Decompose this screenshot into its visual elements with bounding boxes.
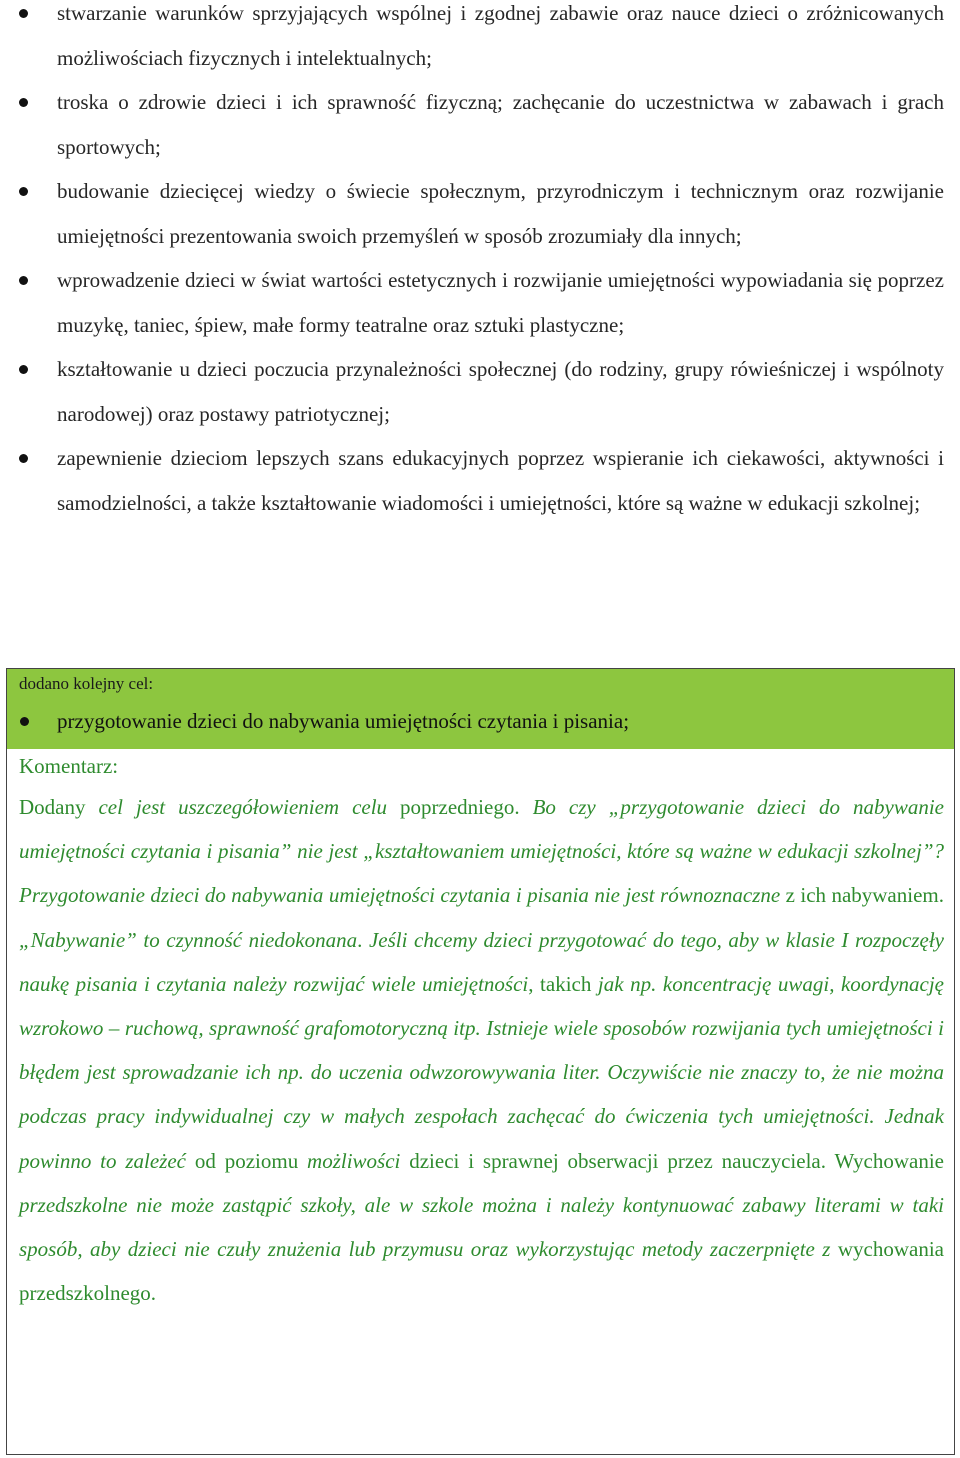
comment-segment: od poziomu xyxy=(194,1148,308,1173)
comment-segment: „Nabywanie” to czynność niedokonana xyxy=(19,927,358,952)
comment-segment: Wychowanie xyxy=(834,1148,944,1173)
comment-box xyxy=(6,668,955,1455)
bullet-icon xyxy=(19,365,28,374)
list-item-text: troska o zdrowie dzieci i ich sprawność fizyczną; zachęcanie do uczestnictwa w zabawach i grach sportowych; xyxy=(57,90,944,159)
comment-segment: Bo czy „przygotowanie dzieci do nabywanie umiejętności czytania i pisania” nie jest „kształtowaniem umiejętności, które są ważne w edukacji szkolnej”? Przygotowanie dzieci do nabywania umiejętności czytania i pisania nie jest równoznaczne xyxy=(19,795,944,908)
list-item xyxy=(0,169,960,258)
comment-segment: przedszkolne nie może zastąpić szkoły, ale w szkole można i należy kontynuować zabawy literami w taki sposób, aby dzieci nie czuły znużenia lub przymusu oraz wykorzystując metody zaczerpnięte z xyxy=(19,1192,944,1262)
list-item-text: budowanie dziecięcej wiedzy o świecie społecznym, przyrodniczym i technicznym oraz rozwijanie umiejętności prezentowania swoich przemyśleń w sposób zrozumiały dla innych; xyxy=(57,179,944,248)
list-item xyxy=(0,80,960,169)
comment-segment: . xyxy=(357,927,369,952)
list-item-text: stwarzanie warunków sprzyjających wspólnej i zgodnej zabawie oraz nauce dzieci o zróżnicowanych możliwościach fizycznych i intelektualnych; xyxy=(57,1,944,70)
comment-segment: dzieci i sprawnej obserwacji przez nauczyciela. xyxy=(409,1148,835,1173)
list-item-text: zapewnienie dzieciom lepszych szans edukacyjnych poprzez wspieranie ich ciekawości, aktywności i samodzielności, a także kształtowanie wiadomości i umiejętności, które są ważne w edukacji szkolnej; xyxy=(57,446,944,515)
added-goal-highlight xyxy=(7,669,954,749)
comment-segment: z ich nabywaniem. xyxy=(785,883,944,908)
comment-segment: wychowania przedszkolnego. xyxy=(19,1237,944,1306)
list-item-text: wprowadzenie dzieci w świat wartości estetycznych i rozwijanie umiejętności wypowiadania się poprzez muzykę, taniec, śpiew, małe formy teatralne oraz sztuki plastyczne; xyxy=(57,268,944,337)
list-item-text: kształtowanie u dzieci poczucia przynależności społecznej (do rodziny, grupy rówieśniczej i wspólnoty narodowej) oraz postawy patriotycznej; xyxy=(57,357,944,426)
bullet-icon xyxy=(20,717,29,726)
added-goal-label: dodano kolejny cel: xyxy=(19,674,154,693)
list-item xyxy=(0,0,960,80)
list-item xyxy=(0,347,960,436)
comment-segment: możliwości xyxy=(307,1148,410,1173)
comment-body xyxy=(19,785,944,1315)
comment-segment: poprzedniego. xyxy=(400,795,533,819)
comment-segment: Dodany xyxy=(19,795,99,819)
bullet-icon xyxy=(19,187,28,196)
list-item xyxy=(0,258,960,347)
goals-list xyxy=(0,0,960,525)
bullet-icon xyxy=(19,454,28,463)
added-goal-text: przygotowanie dzieci do nabywania umiejętności czytania i pisania; xyxy=(57,709,630,733)
bullet-icon xyxy=(19,98,28,107)
bullet-icon xyxy=(19,9,28,18)
comment-segment: cel jest uszczegółowieniem celu xyxy=(98,795,401,819)
comment-segment: Jeśli chcemy dzieci przygotować do tego, aby w klasie I rozpoczęły naukę pisania i czytania należy rozwijać wiele umiejętności xyxy=(19,927,944,996)
bullet-icon xyxy=(19,276,28,285)
comment-heading: Komentarz: xyxy=(19,754,119,778)
list-item xyxy=(0,436,960,525)
comment-segment: , takich xyxy=(528,971,598,996)
comment-segment: jak np. koncentrację uwagi, koordynację wzrokowo – ruchową, sprawność grafomotoryczną itp. Istnieje wiele sposobów rozwijania tych umiejętności i błędem jest sprowadzanie ich np. do uczenia odwzorowywania liter. Oczywiście nie znaczy to, że nie można podczas pracy indywidualnej czy w małych zespołach zachęcać do ćwiczenia tych umiejętności. Jednak powinno to zależeć xyxy=(19,971,945,1173)
